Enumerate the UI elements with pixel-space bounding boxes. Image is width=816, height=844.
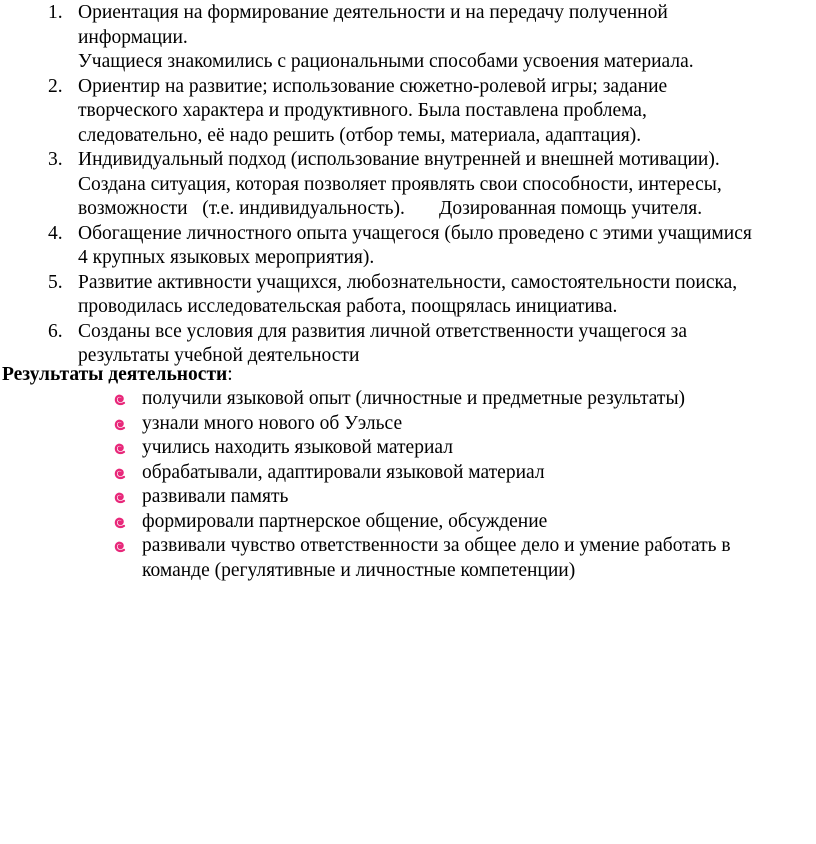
bullet-item-text: узнали много нового об Уэльсе — [142, 412, 403, 434]
bullet-item — [0, 510, 810, 535]
bullet-item-text: обрабатывали, адаптировали языковой материал — [142, 461, 545, 483]
list-item-text: проводилась исследовательская работа, поощрялась инициатива. — [78, 296, 618, 317]
list-item-text: следовательно, её надо решить (отбор темы, материала, адаптация). — [78, 124, 642, 146]
bullet-item-text: развивали чувство ответственности за общее дело и умение работать в — [142, 535, 731, 556]
list-item-text: Учащиеся знакомились с рациональными способами усвоения материала. — [78, 51, 694, 72]
list-item-text: Ориентация на формирование деятельности и на передачу полученной — [78, 2, 668, 23]
list-item — [0, 271, 810, 320]
list-item — [0, 148, 810, 222]
bullet-item — [0, 485, 810, 510]
list-item-text: 4 крупных языковых мероприятия). — [78, 247, 375, 268]
results-bullet-list — [0, 387, 810, 583]
spiral-bullet-icon — [112, 538, 128, 554]
bullet-item — [0, 461, 810, 486]
spiral-bullet-icon — [112, 489, 128, 505]
bullet-item — [0, 387, 810, 412]
list-item — [0, 1, 810, 75]
list-item-number: 6. — [48, 320, 63, 342]
list-item-text: Развитие активности учащихся, любознательности, самостоятельности поиска, — [78, 271, 738, 293]
list-item — [0, 75, 810, 149]
numbered-list — [0, 1, 810, 369]
list-item — [0, 222, 810, 271]
bullet-item-text: формировали партнерское общение, обсуждение — [142, 510, 548, 532]
results-heading-colon: : — [227, 364, 233, 385]
list-item-text: информации. — [78, 26, 188, 48]
list-item-number: 1. — [48, 2, 63, 23]
results-heading-label: Результаты деятельности — [2, 364, 228, 385]
list-item-text: Обогащение личностного опыта учащегося (было проведено с этими учащимися — [78, 222, 752, 244]
list-item-text: творческого характера и продуктивного. Была поставлена проблема, — [78, 100, 647, 121]
list-item-text: Созданы все условия для развития личной ответственности учащегося за — [78, 320, 688, 342]
list-item-text: результаты учебной деятельности — [78, 345, 360, 366]
spiral-bullet-icon — [112, 416, 128, 432]
spiral-bullet-icon — [112, 391, 128, 407]
spiral-bullet-icon — [112, 440, 128, 456]
list-item-text: Индивидуальный подход (использование внутренней и внешней мотивации). — [78, 149, 720, 170]
bullet-item — [0, 412, 810, 437]
list-item-number: 2. — [48, 75, 63, 97]
list-item-text: возможности (т.е. индивидуальность). Дозированная помощь учителя. — [78, 198, 703, 219]
list-item-text: Создана ситуация, которая позволяет проявлять свои способности, интересы, — [78, 173, 722, 195]
list-item-number: 5. — [48, 271, 63, 293]
bullet-item-text: учились находить языковой материал — [142, 437, 453, 458]
bullet-item — [0, 534, 810, 583]
bullet-item-text: команде (регулятивные и личностные компетенции) — [142, 559, 576, 581]
list-item-number: 3. — [48, 149, 63, 170]
list-item — [0, 320, 810, 369]
bullet-item-text: развивали память — [142, 486, 289, 507]
results-heading — [2, 363, 233, 388]
spiral-bullet-icon — [112, 514, 128, 530]
bullet-item — [0, 436, 810, 461]
list-item-text: Ориентир на развитие; использование сюжетно-ролевой игры; задание — [78, 75, 668, 97]
bullet-item-text: получили языковой опыт (личностные и предметные результаты) — [142, 388, 686, 409]
spiral-bullet-icon — [112, 465, 128, 481]
list-item-number: 4. — [48, 222, 63, 244]
